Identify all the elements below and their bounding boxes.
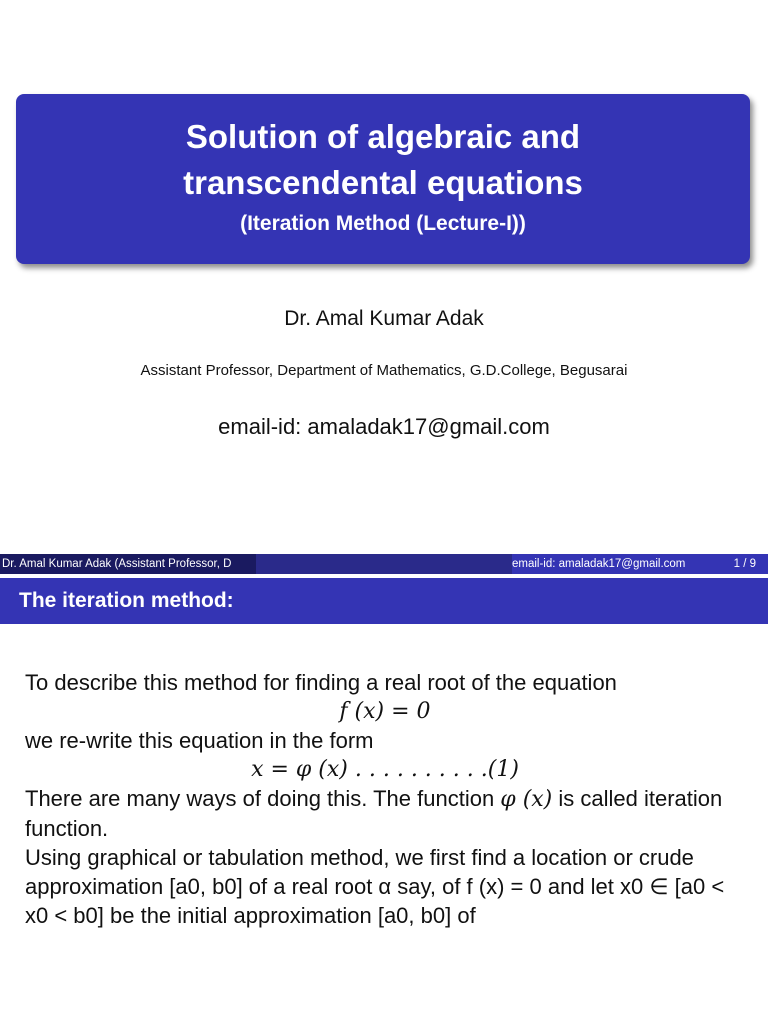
paragraph-approximation: Using graphical or tabulation method, we first find a location or crude approximation [a0, b0] of a real root α say, of f (x) = 0 and let x0 ∈ [a0 < x0 < b0] be the initial approximation [a0, b0] of <box>25 845 725 928</box>
title-box <box>16 94 750 264</box>
equation-fx: f (x) = 0 <box>339 699 431 724</box>
author-name: Dr. Amal Kumar Adak <box>284 307 484 330</box>
page-number: 1 / 9 <box>733 558 756 570</box>
section-heading: The iteration method: <box>0 578 768 624</box>
paragraph-iteration-function <box>25 784 745 843</box>
footer-author: Dr. Amal Kumar Adak (Assistant Professor, D <box>0 554 256 574</box>
footer-bar <box>0 554 768 574</box>
title-line-2: transcendental equations <box>183 164 583 201</box>
slide-body <box>25 668 745 930</box>
footer-title-segment <box>256 554 512 574</box>
title-line-1: Solution of algebraic and <box>185 118 581 155</box>
paragraph-iteration-function-b: is called iteration function. <box>25 786 723 841</box>
paragraph-intro: To describe this method for finding a real root of the equation <box>25 670 617 695</box>
author-email: email-id: amaladak17@gmail.com <box>218 414 550 439</box>
paragraph-iteration-function-a: There are many ways of doing this. The function <box>25 786 501 811</box>
footer-email: email-id: amaladak17@gmail.com <box>512 558 686 570</box>
footer-right-segment <box>512 554 768 574</box>
subtitle: (Iteration Method (Lecture-I)) <box>240 212 526 235</box>
phi-expression: φ (x) <box>500 787 553 812</box>
equation-iteration: x = φ (x) . . . . . . . . . .(1) <box>251 757 519 782</box>
affiliation: Assistant Professor, Department of Mathematics, G.D.College, Begusarai <box>140 362 628 379</box>
paragraph-rewrite: we re-write this equation in the form <box>25 728 374 753</box>
